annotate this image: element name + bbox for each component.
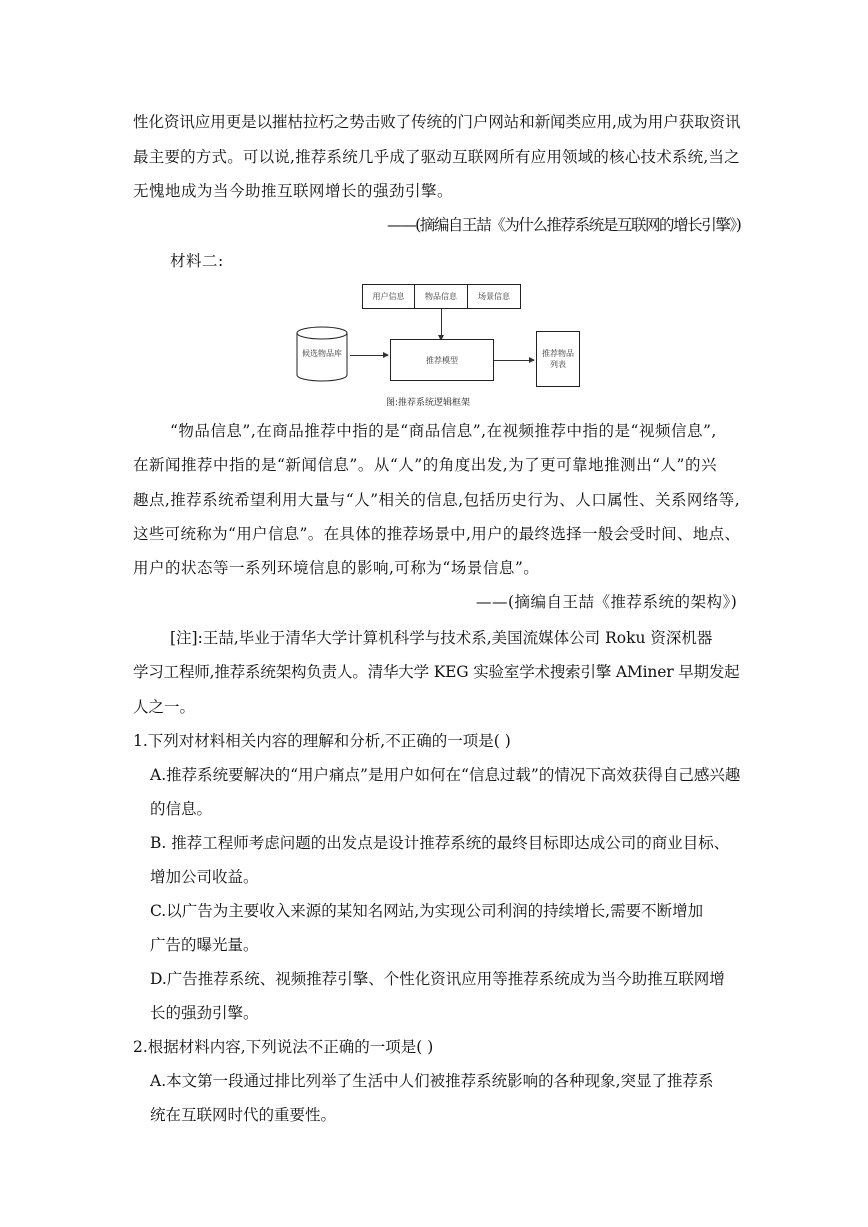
option-b-line2: 增加公司收益。: [150, 868, 259, 886]
scene-info-label: 场景信息: [478, 292, 510, 301]
paragraph-line: 在新闻推荐中指的是“新闻信息”。从“人”的角度出发,为了更可靠地推测出“人”的兴: [133, 456, 717, 474]
option-a-line2: 的信息。: [150, 800, 213, 818]
paragraph-line: “物品信息”,在商品推荐中指的是“商品信息”,在视频推荐中指的是“视频信息”,: [170, 422, 717, 440]
option-d-line1: D.广告推荐系统、视频推荐引擎、个性化资讯应用等推荐系统成为当今助推互联网增: [150, 970, 725, 988]
arrow-model-to-output: [494, 360, 534, 361]
item-info-box: [414, 284, 468, 309]
item-info-label: 物品信息: [425, 292, 457, 301]
paragraph-line: 最主要的方式。可以说,推荐系统几乎成了驱动互联网所有应用领域的核心技术系统,当之: [133, 148, 740, 166]
scene-info-box: [467, 284, 521, 309]
option-a-line2: 统在互联网时代的重要性。: [150, 1106, 337, 1124]
note-line: [注]:王喆,毕业于清华大学计算机科学与技术系,美国流媒体公司 Roku 资深机器: [170, 629, 713, 647]
arrow-db-to-model: [350, 355, 388, 356]
output-list-box: [536, 331, 580, 387]
source-citation: ——(摘编自王喆《推荐系统的架构》): [476, 593, 738, 611]
option-a-line1: A.推荐系统要解决的“用户痛点”是用户如何在“信息过载”的情况下高效获得自己感兴趣: [150, 766, 741, 784]
candidate-database-label: 候选物品库: [302, 349, 342, 358]
user-info-box: [362, 284, 415, 309]
option-a-line1: A.本文第一段通过排比列举了生活中人们被推荐系统影响的各种现象,突显了推荐系: [150, 1072, 714, 1090]
paragraph-line: 用户的状态等一系列环境信息的影响,可称为“场景信息”。: [133, 559, 540, 577]
option-c-line1: C.以广告为主要收入来源的某知名网站,为实现公司利润的持续增长,需要不断增加: [150, 902, 704, 920]
user-info-label: 用户信息: [372, 292, 405, 301]
option-b-line1: B. 推荐工程师考虑问题的出发点是设计推荐系统的最终目标即达成公司的商业目标、: [150, 834, 730, 852]
section-heading: 材料二:: [170, 252, 224, 270]
output-list-label: 推荐物品 列表: [542, 349, 574, 369]
note-line: 学习工程师,推荐系统架构负责人。清华大学 KEG 实验室学术搜索引擎 AMiner 早期发起: [133, 663, 740, 681]
paragraph-line: 性化资讯应用更是以摧枯拉朽之势击败了传统的门户网站和新闻类应用,成为用户获取资讯: [133, 113, 741, 131]
arrow-down: [441, 309, 442, 340]
question-stem: 2.根据材料内容,下列说法不正确的一项是( ): [133, 1038, 434, 1056]
recommendation-diagram: [290, 282, 590, 412]
note-line: 人之一。: [133, 698, 196, 716]
model-box: [390, 339, 494, 381]
option-d-line2: 长的强劲引擎。: [150, 1004, 259, 1022]
diagram-caption: 图:推荐系统逻辑框架: [386, 398, 471, 408]
model-label: 推荐模型: [426, 355, 458, 365]
paragraph-line: 无愧地成为当今助推互联网增长的强劲引擎。: [133, 182, 454, 200]
paragraph-line: 这些可统称为“用户信息”。在具体的推荐场景中,用户的最终选择一般会受时间、地点、: [133, 525, 741, 543]
option-c-line2: 广告的曝光量。: [150, 936, 259, 954]
question-stem: 1.下列对材料相关内容的理解和分析,不正确的一项是( ): [133, 732, 511, 750]
source-citation: ——(摘编自王喆《为什么推荐系统是互联网的增长引擎》): [387, 216, 741, 234]
candidate-database-cylinder: [296, 326, 348, 382]
paragraph-line: 趣点,推荐系统希望利用大量与“人”相关的信息,包括历史行为、人口属性、关系网络等,: [133, 491, 741, 509]
